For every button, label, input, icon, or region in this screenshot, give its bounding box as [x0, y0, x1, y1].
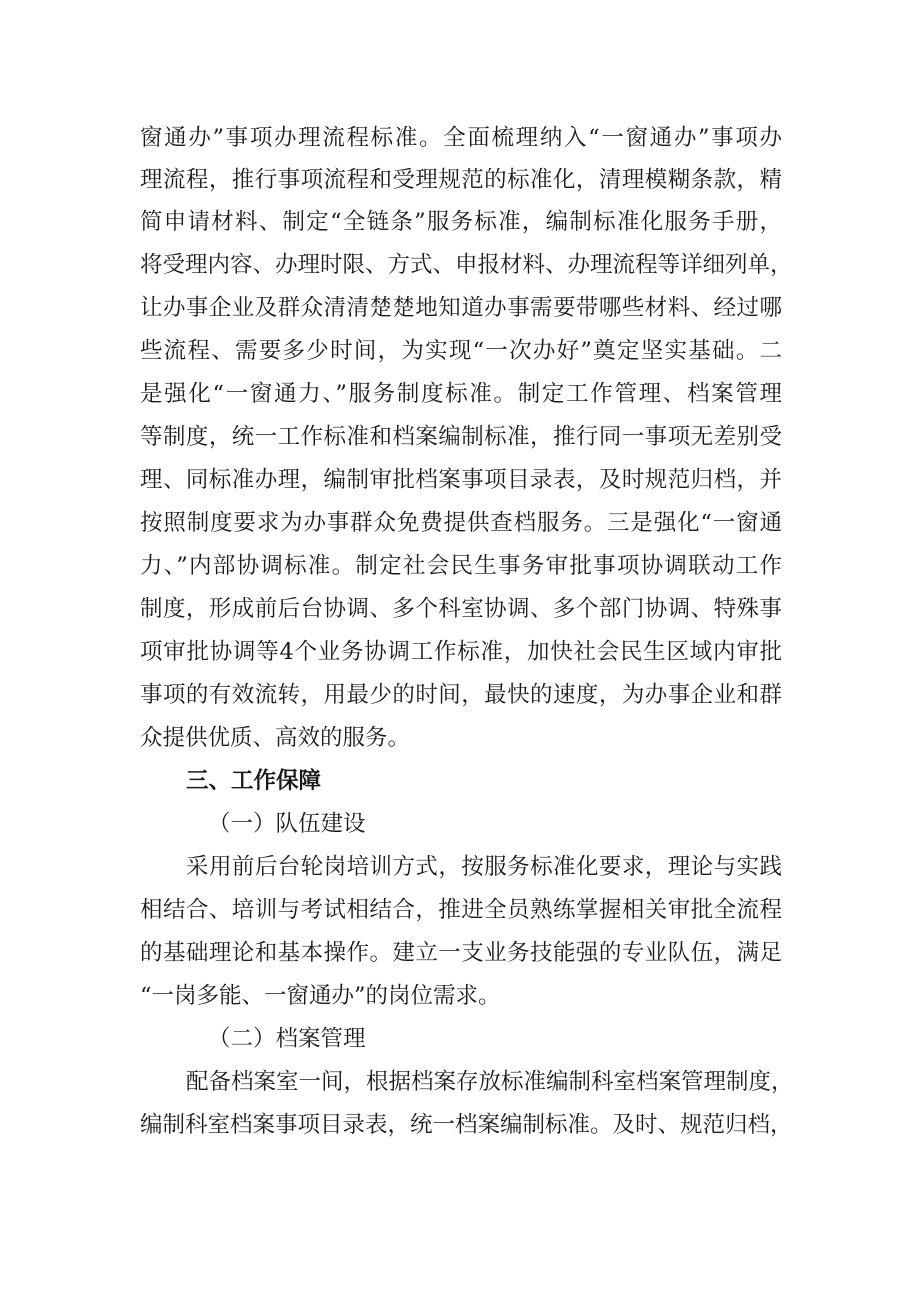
body-text-line: 些流程、需要多少时间，为实现“一次办好”奠定坚实基础。二: [140, 338, 782, 364]
body-text-line: 理、同标准办理，编制审批档案事项目录表，及时规范归档，并: [140, 467, 782, 493]
body-text-line: 将受理内容、办理时限、方式、申报材料、办理流程等详细列单，: [140, 252, 793, 278]
body-text-line: 采用前后台轮岗培训方式，按服务标准化要求，理论与实践: [186, 854, 782, 880]
body-text-line: 是强化“一窗通力、”服务制度标准。制定工作管理、档案管理: [140, 381, 782, 407]
body-text-line: 制度，形成前后台协调、多个科室协调、多个部门协调、特殊事: [140, 596, 782, 622]
body-text-line: 众提供优质、高效的服务。: [140, 725, 411, 751]
body-text-line: 力、”内部协调标准。制定社会民生事务审批事项协调联动工作: [140, 553, 782, 579]
subsection-heading: （二）档案管理: [208, 1026, 366, 1052]
body-text-line: “一岗多能、一窗通办”的岗位需求。: [140, 983, 501, 1009]
body-text-line: 项审批协调等4个业务协调工作标准，加快社会民生区域内审批: [140, 639, 782, 665]
body-text-line: 事项的有效流转，用最少的时间，最快的速度，为办事企业和群: [140, 682, 782, 708]
body-text-line: 按照制度要求为办事群众免费提供查档服务。三是强化“一窗通: [140, 510, 782, 536]
body-text-line: 窗通办”事项办理流程标准。全面梳理纳入“一窗通办”事项办: [140, 125, 782, 151]
body-text-line: 理流程，推行事项流程和受理规范的标准化，清理模糊条款，精: [140, 167, 782, 193]
body-text-line: 配备档案室一间，根据档案存放标准编制科室档案管理制度，: [186, 1069, 794, 1095]
body-text-line: 简申请材料、制定“全链条”服务标准，编制标准化服务手册，: [140, 209, 782, 235]
body-text-line: 让办事企业及群众清清楚楚地知道办事需要带哪些材料、经过哪: [140, 295, 782, 321]
subsection-heading: （一）队伍建设: [208, 811, 366, 837]
body-text-line: 的基础理论和基本操作。建立一支业务技能强的专业队伍，满足: [140, 940, 782, 966]
section-heading: 三、工作保障: [186, 768, 322, 794]
body-text-line: 相结合、培训与考试相结合，推进全员熟练掌握相关审批全流程: [140, 897, 782, 923]
body-text-line: 编制科室档案事项目录表，统一档案编制标准。及时、规范归档，: [140, 1112, 793, 1138]
body-text-line: 等制度，统一工作标准和档案编制标准，推行同一事项无差别受: [140, 424, 782, 450]
